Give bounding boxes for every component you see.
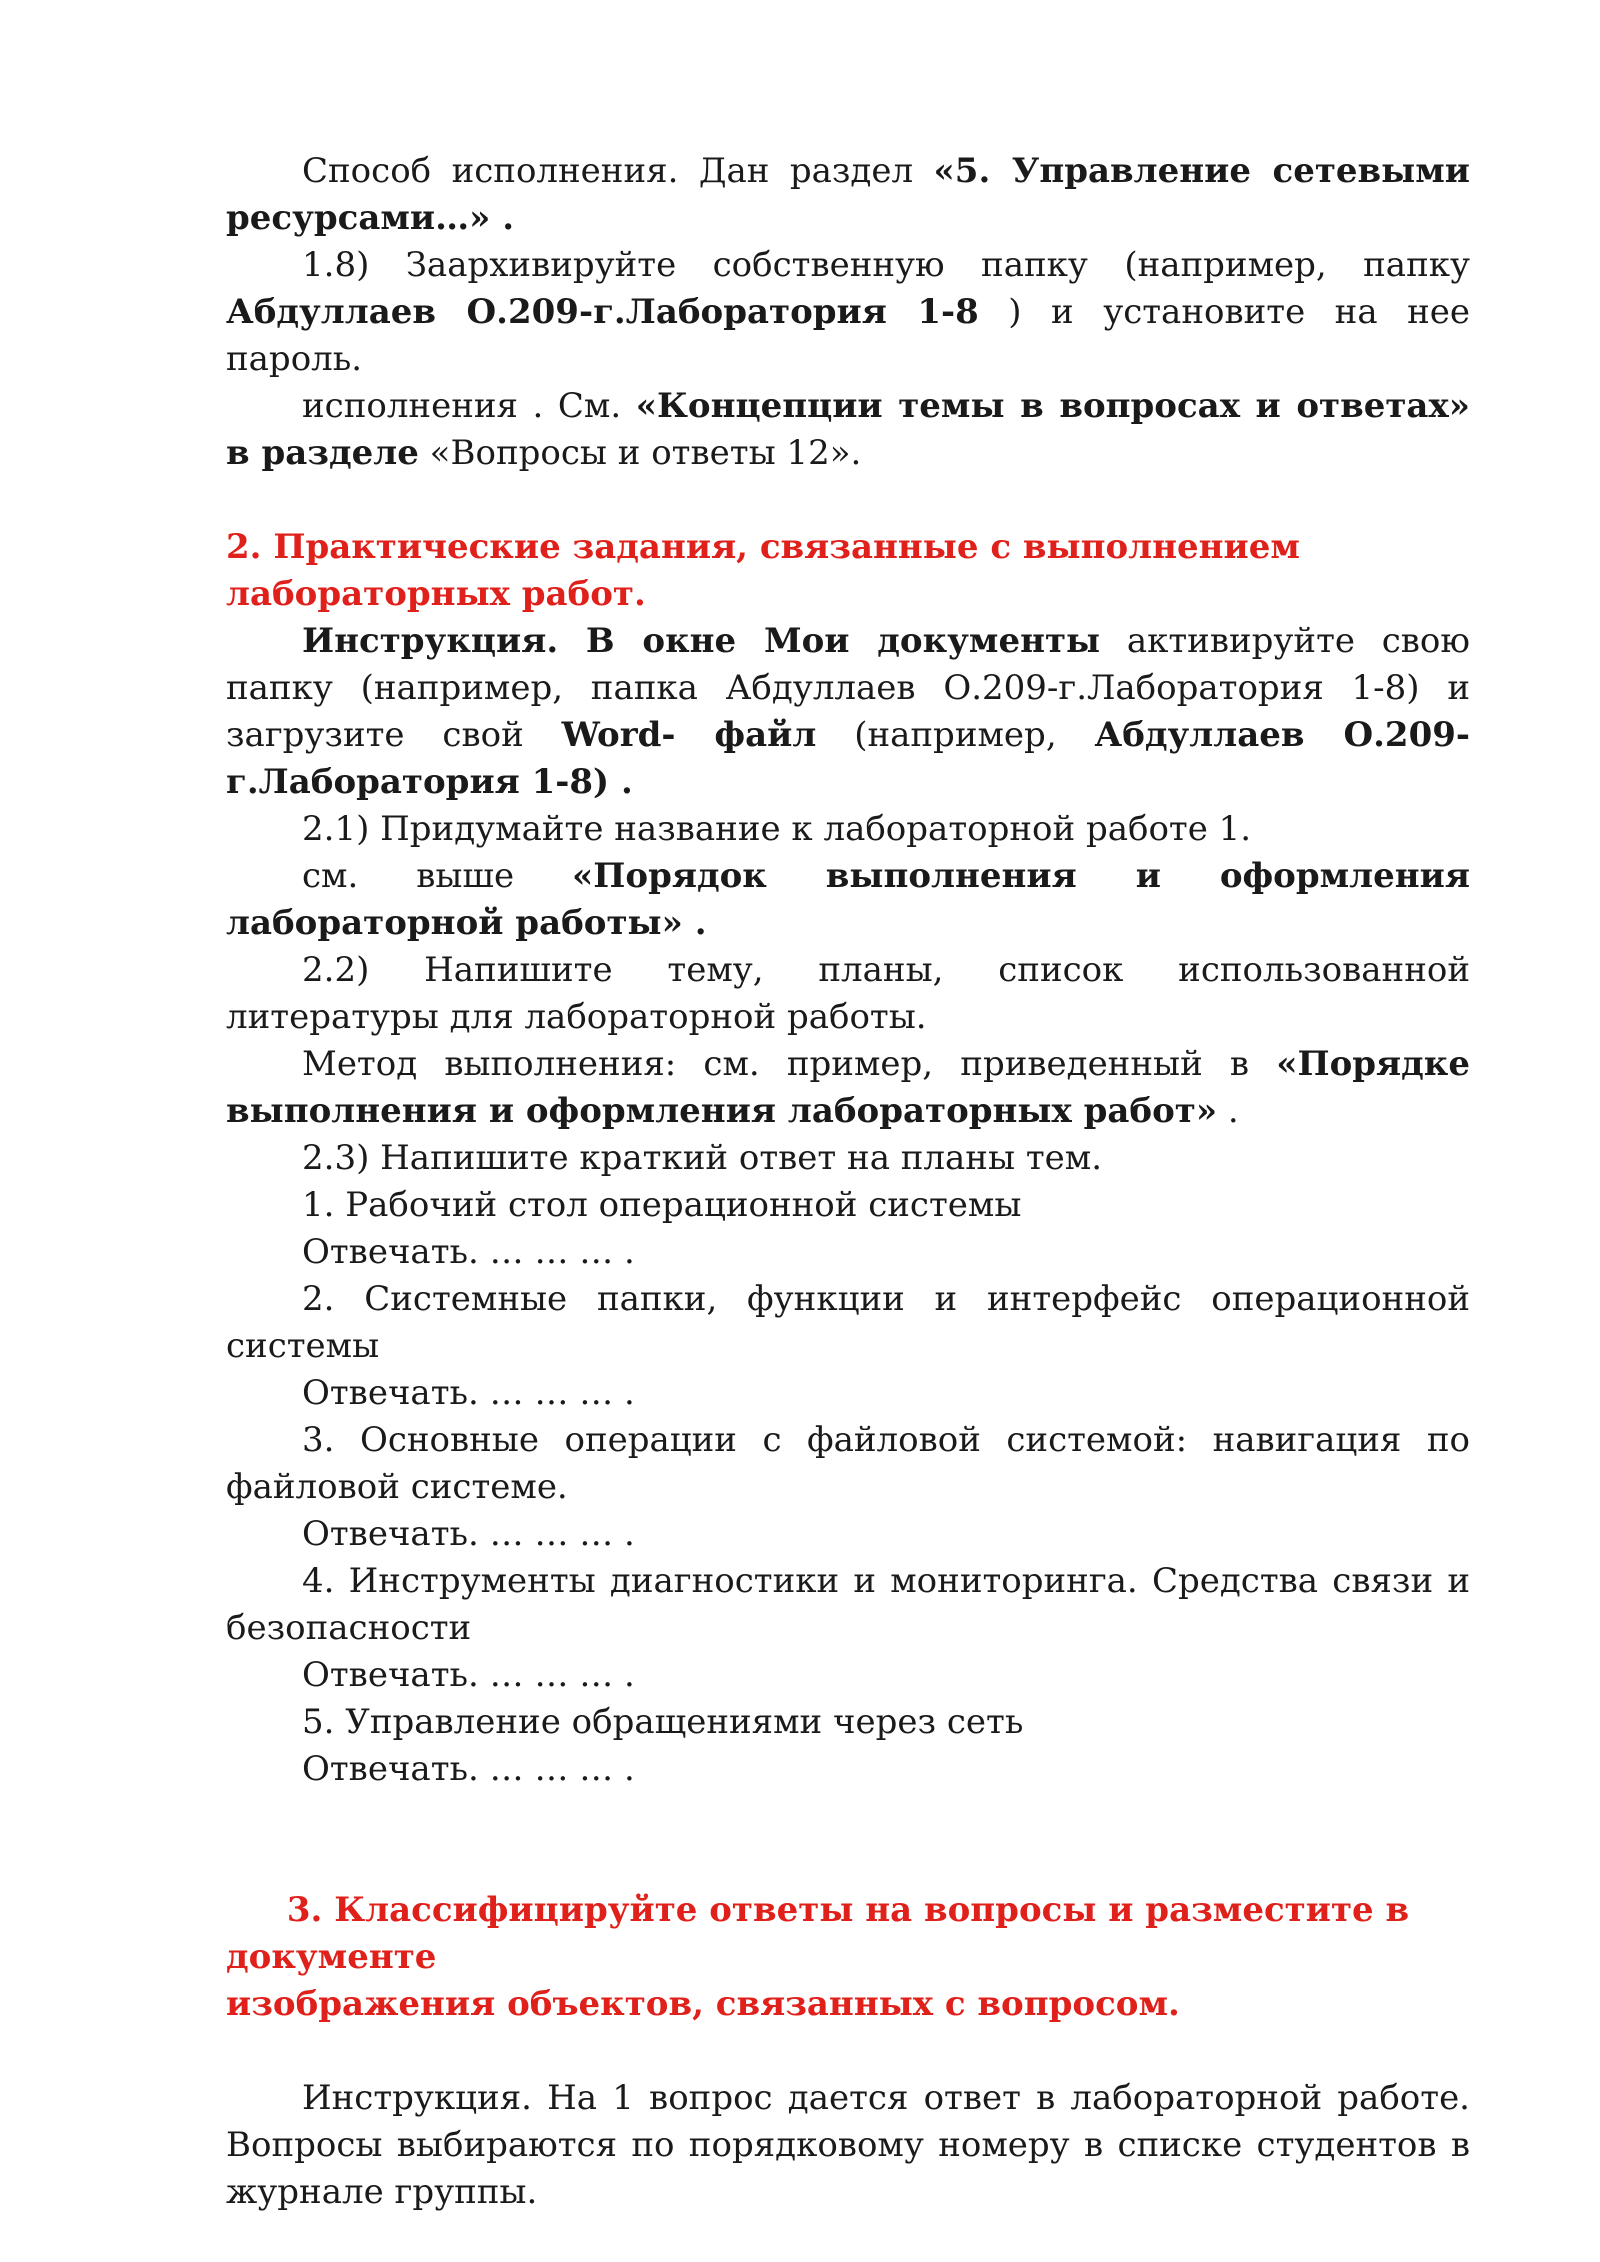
section-3-heading-line2: изображения объектов, связанных с вопросом. xyxy=(226,1984,1180,2024)
instruction-text-2: (например, xyxy=(816,715,1095,755)
task-2-1: 2.1) Придумайте название к лабораторной работе 1. xyxy=(302,809,1252,849)
task-1-8-text-end: ) и установите на нее пароль. xyxy=(226,292,1470,379)
intro-method-text: Способ исполнения. Дан раздел xyxy=(302,151,934,191)
execution-bold: «Концепции темы в вопросах и ответах» в разделе xyxy=(226,386,1470,473)
execution-text: исполнения . См. xyxy=(302,386,636,426)
intro-paragraph-method xyxy=(226,148,1470,242)
task-1-8-folder-name: Абдуллаев О.209-г.Лаборатория 1-8 xyxy=(226,292,979,332)
instruction-word-file: Word- файл xyxy=(561,715,817,755)
task-1-8-text: 1.8) Заархивируйте собственную папку (например, папку xyxy=(302,245,1470,285)
method-bold: «Порядке выполнения и оформления лабораторных работ» xyxy=(226,1044,1470,1131)
topic-3-title: 3. Основные операции с файловой системой: навигация по файловой системе. xyxy=(226,1420,1470,1507)
execution-paragraph xyxy=(226,383,1470,477)
see-above-text: см. выше xyxy=(302,856,573,896)
section-2-heading-line1: 2. Практические задания, связанные с выполнением xyxy=(226,527,1300,567)
instruction-text: активируйте свою папку (например, папка Абдуллаев О.209-г.Лаборатория 1-8) и загрузите свой xyxy=(226,621,1470,755)
section-2-heading xyxy=(226,524,1470,618)
spacer xyxy=(226,2028,1470,2075)
spacer xyxy=(226,1793,1470,1887)
topic-1-title: 1. Рабочий стол операционной системы xyxy=(302,1185,1022,1225)
execution-text-end: «Вопросы и ответы 12». xyxy=(418,433,862,473)
section-3-instruction: Инструкция. На 1 вопрос дается ответ в лабораторной работе. Вопросы выбираются по порядковому номеру в списке студентов в журнале группы. xyxy=(226,2078,1470,2212)
section-2-instruction xyxy=(226,618,1470,806)
see-above-bold: «Порядок выполнения и оформления лабораторной работы» . xyxy=(226,856,1470,943)
instruction-bold-lead: Инструкция. В окне Мои документы xyxy=(302,621,1101,661)
topic-5-title: 5. Управление обращениями через сеть xyxy=(302,1702,1024,1742)
topic-3-answer: Отвечать. … … … . xyxy=(302,1514,635,1554)
topic-2-title: 2. Системные папки, функции и интерфейс операционной системы xyxy=(226,1279,1470,1366)
task-1-8-paragraph xyxy=(226,242,1470,383)
method-text: Метод выполнения: см. пример, приведенный в xyxy=(302,1044,1277,1084)
intro-method-bold: «5. Управление сетевыми ресурсами…» . xyxy=(226,151,1470,238)
topic-1-answer: Отвечать. … … … . xyxy=(302,1232,635,1272)
document-page xyxy=(226,148,1470,2216)
task-2-3: 2.3) Напишите краткий ответ на планы тем. xyxy=(302,1138,1103,1178)
method-paragraph xyxy=(226,1041,1470,1135)
section-3-heading xyxy=(226,1887,1470,2028)
topic-2-answer: Отвечать. … … … . xyxy=(302,1373,635,1413)
instruction-example-bold: Абдуллаев О.209-г.Лаборатория 1-8) . xyxy=(226,715,1470,802)
section-3-heading-line1: 3. Классифицируйте ответы на вопросы и разместите в документе xyxy=(226,1890,1410,1977)
topic-4-answer: Отвечать. … … … . xyxy=(302,1655,635,1695)
section-2-heading-line2: лабораторных работ. xyxy=(226,574,646,614)
topic-5-answer: Отвечать. … … … . xyxy=(302,1749,635,1789)
topic-4-title: 4. Инструменты диагностики и мониторинга. Средства связи и безопасности xyxy=(226,1561,1470,1648)
spacer xyxy=(226,477,1470,524)
see-above-paragraph xyxy=(226,853,1470,947)
method-text-end: . xyxy=(1217,1091,1239,1131)
task-2-2: 2.2) Напишите тему, планы, список использованной литературы для лабораторной работы. xyxy=(226,950,1470,1037)
